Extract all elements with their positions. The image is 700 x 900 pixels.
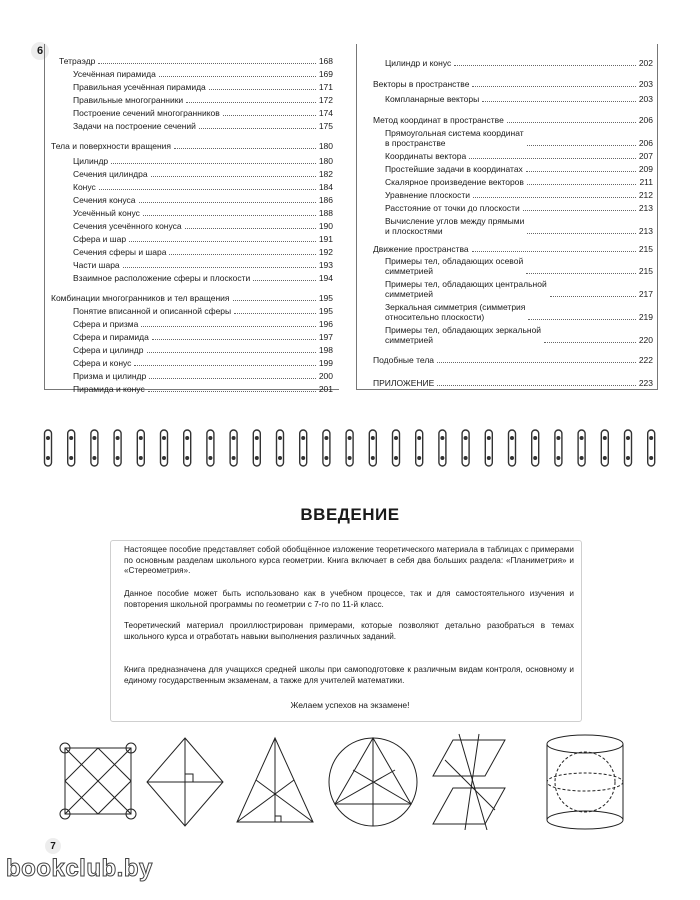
spiral-ring — [323, 430, 330, 466]
spiral-ring — [45, 430, 52, 466]
toc-item[interactable]: Построение сечений многогранников 174 — [73, 108, 333, 118]
spiral-ring — [68, 430, 75, 466]
spiral-ring — [114, 430, 121, 466]
toc-item[interactable]: Усечённый конус 188 — [73, 208, 333, 218]
toc-section[interactable]: Метод координат в пространстве 206 — [373, 115, 653, 125]
planes-figure — [433, 734, 505, 830]
toc-item[interactable]: Скалярное произведение векторов 211 — [385, 177, 653, 187]
spiral-ring — [207, 430, 214, 466]
toc-item[interactable]: Части шара 193 — [73, 260, 333, 270]
spiral-ring — [277, 430, 284, 466]
toc-item[interactable]: Примеры тел, обладающих осевой симметрией 215 — [385, 256, 653, 276]
spiral-ring — [184, 430, 191, 466]
rhombus-figure — [147, 738, 223, 826]
toc-item[interactable]: Сфера и призма 196 — [73, 319, 333, 329]
spiral-ring — [509, 430, 516, 466]
toc-item[interactable]: Примеры тел, обладающих зеркальной симметрией 220 — [385, 325, 653, 345]
toc-item[interactable]: Уравнение плоскости 212 — [385, 190, 653, 200]
toc-item[interactable]: Правильные многогранники 172 — [73, 95, 333, 105]
toc-item[interactable]: Сфера и цилиндр 198 — [73, 345, 333, 355]
toc-item[interactable]: Компланарные векторы 203 — [385, 94, 653, 104]
page-number-top: 6 — [31, 42, 49, 60]
toc-section[interactable]: Векторы в пространстве 203 — [373, 79, 653, 89]
spiral-ring — [648, 430, 655, 466]
intro-wish: Желаем успехов на экзамене! — [290, 700, 410, 710]
toc-item[interactable]: Пирамида и конус 201 — [73, 384, 333, 394]
toc-item[interactable]: Расстояние от точки до плоскости 213 — [385, 203, 653, 213]
toc-section[interactable]: Тела и поверхности вращения 180 — [51, 141, 333, 151]
toc-item[interactable]: Сфера и пирамида 197 — [73, 332, 333, 342]
spiral-ring — [369, 430, 376, 466]
spiral-ring — [485, 430, 492, 466]
spiral-ring — [439, 430, 446, 466]
toc-item[interactable]: Цилиндр и конус 202 — [385, 58, 653, 68]
toc-section[interactable]: Подобные тела 222 — [373, 355, 653, 365]
toc-item[interactable]: Сфера и шар 191 — [73, 234, 333, 244]
spiral-ring — [393, 430, 400, 466]
toc-item[interactable]: Призма и цилиндр 200 — [73, 371, 333, 381]
toc-section[interactable]: Движение пространства 215 — [373, 244, 653, 254]
toc-item[interactable]: Понятие вписанной и описанной сферы 195 — [73, 306, 333, 316]
toc-item[interactable]: Сечения усечённого конуса 190 — [73, 221, 333, 231]
intro-paragraph: Теоретический материал проиллюстрирован примерами, которые позволяют детально разобраться в темах школьного курса и отработать навыки выполнения различных заданий. — [124, 621, 574, 641]
spiral-ring — [346, 430, 353, 466]
spiral-ring — [601, 430, 608, 466]
toc-right-panel — [356, 44, 658, 390]
toc-item[interactable]: Сечения сферы и шара 192 — [73, 247, 333, 257]
spiral-ring — [161, 430, 168, 466]
toc-left-panel — [44, 44, 339, 394]
intro-paragraph: Данное пособие может быть использовано как в учебном процессе, так и для самостоятельного изучения и повторения школьной программы по геометрии с 7-го по 11-й класс. — [124, 589, 574, 609]
cylinder-figure — [547, 735, 623, 829]
toc-item[interactable]: Прямоугольная система координат в пространстве 206 — [385, 128, 653, 148]
spiral-ring — [416, 430, 423, 466]
toc-item[interactable]: Примеры тел, обладающих центральной симметрией 217 — [385, 279, 653, 299]
toc-section[interactable]: ПРИЛОЖЕНИЕ 223 — [373, 378, 653, 388]
page-number-bottom: 7 — [45, 838, 61, 854]
toc-item[interactable]: Цилиндр 180 — [73, 156, 333, 166]
intro-title: ВВЕДЕНИЕ — [300, 505, 400, 524]
toc-item[interactable]: Сфера и конус 199 — [73, 358, 333, 368]
toc-item[interactable]: Сечения цилиндра 182 — [73, 169, 333, 179]
toc-item[interactable]: Вычисление углов между прямыми и плоскостями 213 — [385, 216, 653, 236]
spiral-ring — [578, 430, 585, 466]
spiral-ring — [300, 430, 307, 466]
spiral-ring — [137, 430, 144, 466]
spiral-ring — [532, 430, 539, 466]
spiral-binding — [40, 428, 660, 468]
spiral-ring — [230, 430, 237, 466]
triangle-figure — [237, 738, 313, 822]
spiral-ring — [91, 430, 98, 466]
toc-section[interactable]: Комбинации многогранников и тел вращения 195 — [51, 293, 333, 303]
toc-item[interactable]: Сечения конуса 186 — [73, 195, 333, 205]
toc-item[interactable]: Координаты вектора 207 — [385, 151, 653, 161]
intro-paragraph: Книга предназначена для учащихся средней школы при самоподготовке к различным видам контроля, основному и единому государственным экзаменам, а также для учителей математики. — [124, 665, 574, 685]
toc-item[interactable]: Взаимное расположение сферы и плоскости 194 — [73, 273, 333, 283]
spiral-ring — [625, 430, 632, 466]
intro-paragraph: Настоящее пособие представляет собой обобщённое изложение теоретического материала в таблицах с примерами по основным разделам школьного курса геометрии. Книга включает в себя два больших раздела: «Планиметрия» и «Стереометрия». — [124, 545, 574, 575]
toc-item[interactable]: Конус 184 — [73, 182, 333, 192]
square-with-circles-figure — [60, 743, 136, 819]
watermark: bookclub.by — [6, 855, 153, 882]
toc-item[interactable]: Зеркальная симметрия (симметрия относительно плоскости) 219 — [385, 302, 653, 322]
circle-figure — [329, 738, 417, 826]
geometry-figures — [55, 730, 655, 830]
spiral-ring — [253, 430, 260, 466]
toc-item[interactable]: Простейшие задачи в координатах 209 — [385, 164, 653, 174]
toc-item[interactable]: Задачи на построение сечений 175 — [73, 121, 333, 131]
spiral-ring — [555, 430, 562, 466]
toc-item[interactable]: Правильная усечённая пирамида 171 — [73, 82, 333, 92]
toc-item[interactable]: Тетраэдр 168 — [59, 56, 333, 66]
toc-item[interactable]: Усечённая пирамида 169 — [73, 69, 333, 79]
spiral-ring — [462, 430, 469, 466]
